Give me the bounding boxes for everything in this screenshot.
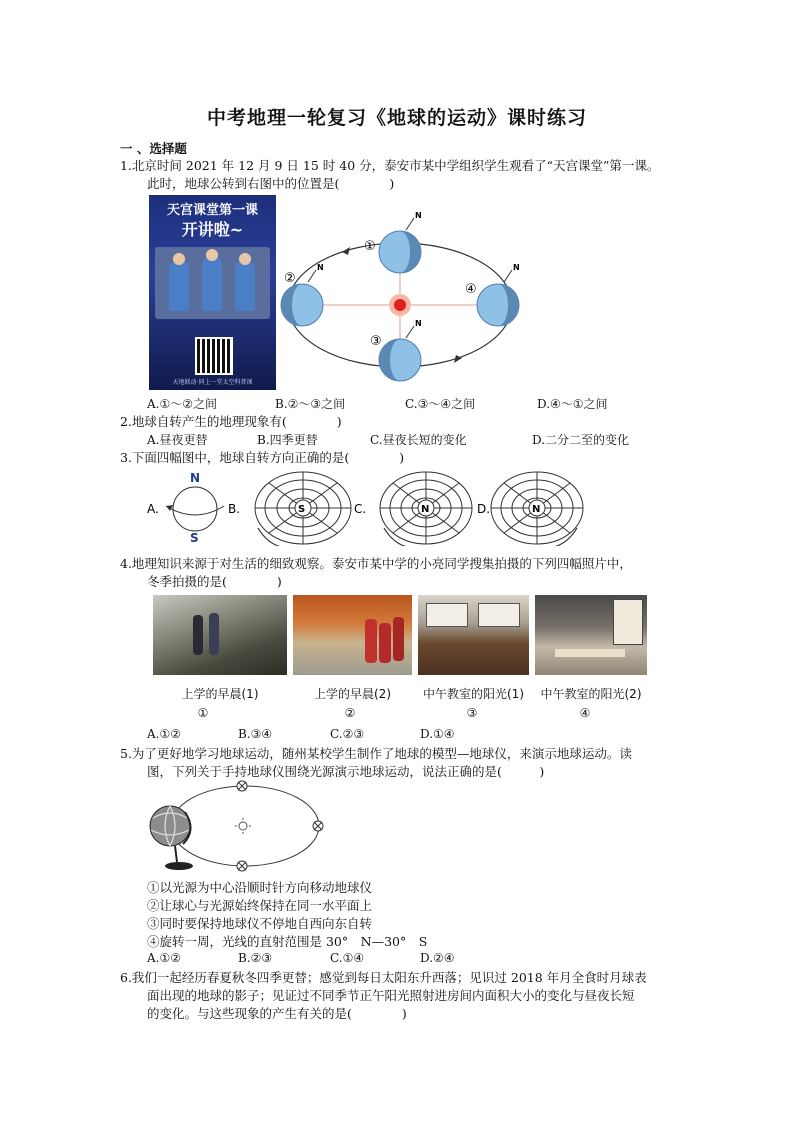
hand-globe-icon — [150, 806, 193, 870]
q2-option-b[interactable]: B.四季更替 — [257, 433, 318, 447]
orbit-arrow — [454, 355, 462, 363]
q6-stem-line3: 的变化。与这些现象的产生有关的是( ) — [147, 1006, 407, 1021]
qr-code — [195, 337, 233, 375]
axis-1 — [406, 218, 414, 230]
q1-option-a[interactable]: A.①～②之间 — [147, 397, 217, 411]
q2-stem: 2.地球自转产生的地理现象有( ) — [120, 414, 342, 429]
axis-2 — [308, 270, 316, 282]
q2-option-a[interactable]: A.昼夜更替 — [147, 433, 208, 447]
caption-1: 上学的早晨(1) — [181, 687, 259, 701]
tiangong-poster — [149, 195, 276, 390]
marker-4: ④ — [465, 282, 477, 297]
caption-2: 上学的早晨(2) — [314, 687, 391, 701]
q3-stem: 3.下面四幅图中，地球自转方向正确的是( ) — [120, 450, 405, 465]
marker-3: ③ — [370, 334, 382, 349]
q5-option-b[interactable]: B.②③ — [238, 951, 273, 965]
q5-option-c[interactable]: C.①④ — [330, 951, 365, 965]
north-label-4: N — [513, 263, 520, 272]
sun-icon — [394, 299, 406, 311]
q5-stem-line1: 5.为了更好地学习地球运动，随州某校学生制作了地球的模型—地球仪，来演示地球运动。读 — [120, 746, 632, 761]
q3-d-pole: N — [532, 504, 541, 515]
photo-number-3: ③ — [466, 706, 478, 720]
axis-3 — [406, 326, 414, 338]
q4-stem-line1: 4.地理知识来源于对生活的细致观察。泰安市某中学的小亮同学搜集拍摄的下列四幅照片中， — [120, 556, 632, 571]
orbit-diagram — [272, 200, 532, 390]
north-label-2: N — [317, 263, 324, 272]
poster-title: 天宫课堂第一课 — [166, 203, 258, 218]
axis-4 — [504, 270, 512, 282]
q5-stem-line2: 图，下列关于手持地球仪围绕光源演示地球运动，说法正确的是( ) — [147, 764, 545, 779]
q3-a-north: N — [190, 471, 201, 485]
q4-option-a[interactable]: A.①② — [147, 727, 181, 741]
q6-stem-line2: 面出现的地球的影子；见证过不同季节正午阳光照射进房间内面积大小的变化与昼夜长短 — [147, 988, 635, 1003]
north-label-3: N — [415, 319, 422, 328]
globe-orbit-diagram — [145, 778, 345, 878]
q2-option-c[interactable]: C.昼夜长短的变化 — [370, 433, 467, 447]
q5-statement-4: ④旋转一周，光线的直射范围是 30° N—30° S — [147, 934, 428, 949]
q5-option-d[interactable]: D.②④ — [420, 951, 455, 965]
q3-c-pole: N — [421, 504, 430, 515]
q3-label-a: A. — [147, 502, 159, 516]
q3-label-c: C. — [354, 502, 367, 516]
page-title: 中考地理一轮复习《地球的运动》课时练习 — [206, 107, 587, 129]
photo-number-2: ② — [344, 706, 356, 720]
q3-label-b: B. — [228, 502, 241, 516]
light-source-icon — [235, 818, 251, 834]
photo-number-4: ④ — [579, 706, 591, 720]
caption-3: 中午教室的阳光(1) — [423, 687, 524, 701]
q1-option-d[interactable]: D.④～①之间 — [537, 397, 608, 411]
photo-morning-1 — [153, 595, 287, 675]
q3-label-d: D. — [477, 502, 491, 516]
photo-noon-2 — [535, 595, 647, 675]
q1-stem-line1: 1.北京时间 2021 年 12 月 9 日 15 时 40 分，泰安市某中学组织学生观看了“天宫课堂”第一课。 — [120, 158, 660, 173]
north-label-1: N — [415, 211, 422, 220]
q4-stem-line2: 冬季拍摄的是( ) — [147, 574, 282, 589]
poster-footer: 天地联动·同上一堂太空科普课 — [172, 379, 253, 386]
photo-noon-1 — [418, 595, 529, 675]
q1-option-c[interactable]: C.③～④之间 — [405, 397, 476, 411]
q3-a-arrow — [166, 506, 224, 515]
q3-b-pole: S — [298, 504, 306, 515]
q5-option-a[interactable]: A.①② — [147, 951, 181, 965]
caption-4: 中午教室的阳光(2) — [540, 687, 642, 701]
rotation-diagrams — [140, 466, 700, 546]
q5-statement-1: ①以光源为中心沿顺时针方向移动地球仪 — [147, 880, 373, 895]
q2-option-d[interactable]: D.二分二至的变化 — [532, 433, 630, 447]
q4-option-b[interactable]: B.③④ — [238, 727, 273, 741]
q5-statement-2: ②让球心与光源始终保持在同一水平面上 — [147, 898, 373, 913]
q3-a-south: S — [190, 531, 199, 545]
q1-stem-line2: 此时，地球公转到右图中的位置是( ) — [147, 176, 395, 191]
photo-number-1: ① — [197, 706, 209, 720]
photo-morning-2 — [293, 595, 412, 675]
marker-1: ① — [364, 239, 376, 254]
q4-option-c[interactable]: C.②③ — [330, 727, 365, 741]
astronauts-photo — [155, 247, 270, 319]
poster-subtitle: 开讲啦~ — [181, 220, 244, 239]
q3-a-globe — [173, 487, 217, 531]
q5-statement-3: ③同时要保持地球仪不停地自西向东自转 — [147, 916, 373, 931]
marker-2: ② — [284, 271, 296, 286]
q6-stem-line1: 6.我们一起经历春夏秋冬四季更替；感觉到每日太阳东升西落；见识过 2018 年月全食时月球表 — [120, 970, 647, 985]
q4-option-d[interactable]: D.①④ — [420, 727, 455, 741]
q1-option-b[interactable]: B.②～③之间 — [275, 397, 346, 411]
globe-orbit-path — [171, 786, 319, 866]
section-heading: 一 、选择题 — [120, 141, 187, 156]
